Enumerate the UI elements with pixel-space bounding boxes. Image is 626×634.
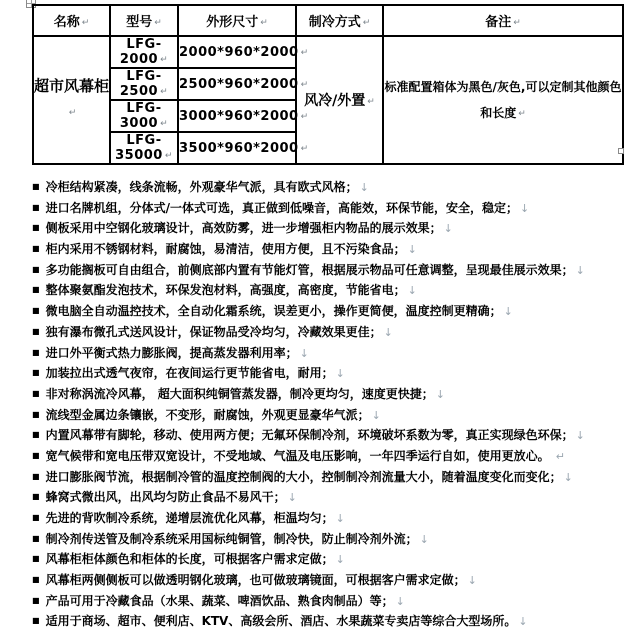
- feature-text: 风幕柜两侧侧板可以做透明钢化玻璃，也可做玻璃镜面，可根据客户需求定做；: [45, 573, 466, 588]
- feature-text: 蜂窝式微出风，出风均匀防止食品不易风干；: [45, 490, 286, 505]
- header-model: [110, 5, 178, 36]
- line-break-mark-icon: ↓: [359, 181, 369, 194]
- feature-text: 产品可用于冷藏食品（水果、蔬菜、啤酒饮品、熟食肉制品）等；: [45, 593, 394, 608]
- line-break-mark-icon: ↓: [443, 222, 453, 236]
- cell-end-mark-icon: ↵: [513, 18, 521, 28]
- cell-end-mark-icon: ↵: [81, 18, 90, 28]
- feature-item: [32, 198, 626, 219]
- line-break-mark-icon: ↓: [371, 408, 381, 422]
- feature-text: 宽气候带和宽电压带双宽设计，不受地域、气温及电压影响，一年四季运行自如，使用更放心。: [45, 448, 554, 463]
- bullet-square-icon: ■: [32, 306, 40, 316]
- line-break-mark-icon: ↓: [407, 243, 417, 257]
- feature-item: [32, 322, 626, 343]
- line-break-mark-icon: ↓: [518, 615, 528, 629]
- table-header-row: [33, 5, 623, 36]
- bullet-square-icon: ■: [32, 450, 40, 460]
- feature-text: 风幕柜柜体颜色和柜体的长度，可根据客户需求定做；: [45, 552, 334, 567]
- cell-end-mark-icon: ↵: [160, 87, 169, 97]
- feature-text: 进口名牌机组，分体式/一体式可选，真正做到低噪音，高能效，环保节能，安全，稳定；: [45, 200, 518, 215]
- feature-text: 进口外平衡式热力膨胀阀，提高蒸发器利用率；: [45, 345, 298, 360]
- line-break-mark-icon: ↓: [335, 553, 345, 567]
- header-cooling-label: 制冷方式: [308, 15, 361, 30]
- feature-item: [32, 487, 626, 508]
- bullet-square-icon: ■: [32, 492, 40, 502]
- cell-end-mark-icon: ↵: [300, 47, 309, 58]
- feature-item: [32, 570, 626, 591]
- line-break-mark-icon: ↓: [287, 491, 297, 505]
- bullet-square-icon: ■: [32, 533, 40, 543]
- bullet-square-icon: ■: [32, 202, 40, 212]
- size-value: 2000*960*2000: [179, 44, 299, 60]
- feature-item: [32, 384, 626, 405]
- cell-end-mark-icon: ↵: [160, 119, 169, 129]
- size-value: 2500*960*2000: [179, 76, 299, 92]
- header-remark: [383, 5, 623, 36]
- model-value: LFG-35000: [115, 133, 163, 163]
- feature-text: 微电脑全自动温控技术，全自动化霜系统，误差更小，操作更简便，温度控制更精确；: [45, 304, 502, 319]
- model-cell: [110, 68, 178, 100]
- cell-end-mark-icon: ↵: [300, 111, 309, 122]
- model-cell: [110, 36, 178, 68]
- cell-end-mark-icon: ↵: [68, 108, 77, 118]
- remark-cell: [383, 36, 623, 164]
- line-break-mark-icon: ↓: [419, 532, 429, 546]
- cell-end-mark-icon: ↵: [367, 97, 375, 107]
- feature-item: [32, 239, 626, 260]
- feature-item: [32, 405, 626, 426]
- header-name: [33, 5, 110, 36]
- header-name-label: 名称: [53, 15, 80, 30]
- bullet-square-icon: ■: [32, 285, 40, 295]
- bullet-square-icon: ■: [32, 326, 40, 336]
- header-cooling: [296, 5, 383, 36]
- bullet-square-icon: ■: [32, 182, 40, 191]
- feature-item: [32, 177, 626, 198]
- feature-item: [32, 467, 626, 488]
- size-value: 3000*960*2000: [179, 108, 299, 124]
- bullet-square-icon: ■: [32, 471, 40, 481]
- model-value: LFG-2000: [119, 37, 162, 67]
- bullet-square-icon: ■: [32, 595, 40, 605]
- feature-item: [32, 611, 626, 632]
- remark-text: 标准配置箱体为黑色/灰色,可以定制其他颜色和长度: [384, 79, 622, 120]
- model-cell: [110, 132, 178, 164]
- cooling-method-cell: [296, 36, 383, 164]
- cell-end-mark-icon: ↵: [518, 108, 526, 119]
- size-cell: [178, 100, 309, 132]
- feature-item: [32, 260, 626, 281]
- feature-text: 非对称涡流冷风幕， 超大面积纯铜管蒸发器，制冷更均匀，速度更快捷；: [45, 386, 434, 401]
- feature-item: [32, 363, 626, 384]
- model-cell: [110, 100, 178, 132]
- size-cell: [178, 36, 309, 68]
- feature-list: [32, 177, 626, 632]
- feature-text: 多功能搁板可自由组合，前侧底部内置有节能灯管，根据展示物品可任意调整，呈现最佳展示效果；: [45, 262, 574, 277]
- feature-item: [32, 280, 626, 301]
- line-break-mark-icon: ↓: [335, 512, 345, 525]
- bullet-square-icon: ■: [32, 616, 40, 626]
- line-break-mark-icon: ↓: [407, 284, 417, 298]
- bullet-square-icon: ■: [32, 430, 40, 440]
- feature-text: 内置风幕带有脚轮，移动、使用两方便；无氟环保制冷剂，环境破坏系数为零，真正实现绿色环保；: [45, 428, 574, 443]
- feature-text: 冷柜结构紧凑，线条流畅，外观豪华气派，具有欧式风格；: [45, 180, 358, 194]
- feature-text: 适用于商场、超市、便利店、KTV、高级会所、酒店、水果蔬菜专卖店等综合大型场所。: [45, 614, 517, 629]
- size-cell: [178, 132, 309, 164]
- line-break-mark-icon: ↓: [395, 594, 405, 608]
- feature-item: [32, 425, 626, 446]
- cell-end-mark-icon: ↵: [362, 18, 371, 28]
- cell-end-mark-icon: ↵: [300, 143, 309, 154]
- product-name: 超市风幕柜: [34, 77, 110, 95]
- bullet-square-icon: ■: [32, 388, 40, 398]
- feature-item: [32, 218, 626, 239]
- line-break-mark-icon: ↓: [503, 305, 513, 319]
- feature-item: [32, 549, 626, 570]
- feature-text: 整体聚氨酯发泡技术，环保发泡材料，高强度，高密度，节能省电；: [45, 283, 406, 298]
- line-break-mark-icon: ↓: [575, 429, 585, 443]
- bullet-square-icon: ■: [32, 244, 40, 254]
- bullet-square-icon: ■: [32, 513, 40, 522]
- feature-item: [32, 529, 626, 550]
- feature-item: [32, 591, 626, 612]
- header-remark-label: 备注: [485, 15, 512, 30]
- table-row: [33, 36, 623, 68]
- cell-end-mark-icon: ↵: [260, 18, 268, 28]
- feature-text: 加装拉出式透气夜帘，在夜间运行更节能省电，耐用；: [45, 366, 334, 381]
- bullet-square-icon: ■: [32, 347, 40, 357]
- line-break-mark-icon: ↓: [435, 387, 445, 401]
- feature-text: 先进的背吹制冷系统，递增层流优化风幕，柜温均匀；: [45, 511, 334, 525]
- header-dimensions-label: 外形尺寸: [206, 15, 259, 30]
- size-cell: [178, 68, 309, 100]
- feature-item: [32, 301, 626, 322]
- size-value: 3500*960*2000: [179, 140, 299, 156]
- bullet-square-icon: ■: [32, 409, 40, 419]
- feature-text: 进口膨胀阀节流，根据制冷管的温度控制阀的大小，控制制冷剂流量大小，随着温度变化而变化；: [45, 469, 562, 484]
- feature-text: 独有瀑布微孔式送风设计，保证物品受冷均匀，冷藏效果更佳；: [45, 324, 382, 339]
- feature-item: [32, 508, 626, 529]
- line-break-mark-icon: ↓: [575, 263, 585, 277]
- feature-item: [32, 446, 626, 467]
- cell-end-mark-icon: ↵: [160, 55, 169, 65]
- feature-text: 流线型金属边条镶嵌，不变形，耐腐蚀，外观更显豪华气派；: [45, 407, 370, 422]
- cell-end-mark-icon: ↵: [154, 18, 162, 28]
- cell-end-mark-icon: ↵: [300, 79, 309, 90]
- line-break-mark-icon: ↓: [383, 325, 393, 339]
- feature-text: 制冷剂传送管及制冷系统采用国标纯铜管，制冷快，防止制冷剂外流；: [45, 531, 418, 546]
- bullet-square-icon: ■: [32, 223, 40, 233]
- table-resize-handle-icon: [618, 148, 624, 154]
- bullet-square-icon: ■: [32, 554, 40, 564]
- feature-text: 侧板采用中空钢化玻璃设计，高效防雾，进一步增强柜内物品的展示效果；: [45, 221, 442, 236]
- bullet-square-icon: ■: [32, 264, 40, 274]
- product-name-cell: [33, 36, 110, 164]
- line-break-mark-icon: ↓: [299, 346, 309, 360]
- product-spec-table: [32, 4, 624, 165]
- line-break-mark-icon: ↓: [519, 201, 530, 215]
- bullet-square-icon: ■: [32, 575, 40, 585]
- cell-end-mark-icon: ↵: [164, 151, 173, 161]
- paragraph-mark-icon: ↵: [555, 449, 565, 463]
- bullet-square-icon: ■: [32, 368, 40, 378]
- header-dimensions: [178, 5, 296, 36]
- line-break-mark-icon: ↓: [563, 470, 573, 484]
- feature-text: 柜内采用不锈钢材料，耐腐蚀，易清洁，使用方便，且不污染食品；: [45, 242, 406, 257]
- line-break-mark-icon: ↓: [335, 367, 345, 381]
- cooling-method: 风冷/外置: [304, 93, 366, 109]
- model-value: LFG-2500: [119, 69, 162, 99]
- header-model-label: 型号: [126, 15, 153, 30]
- model-value: LFG-3000: [119, 101, 162, 131]
- line-break-mark-icon: ↓: [467, 574, 477, 588]
- feature-item: [32, 343, 626, 364]
